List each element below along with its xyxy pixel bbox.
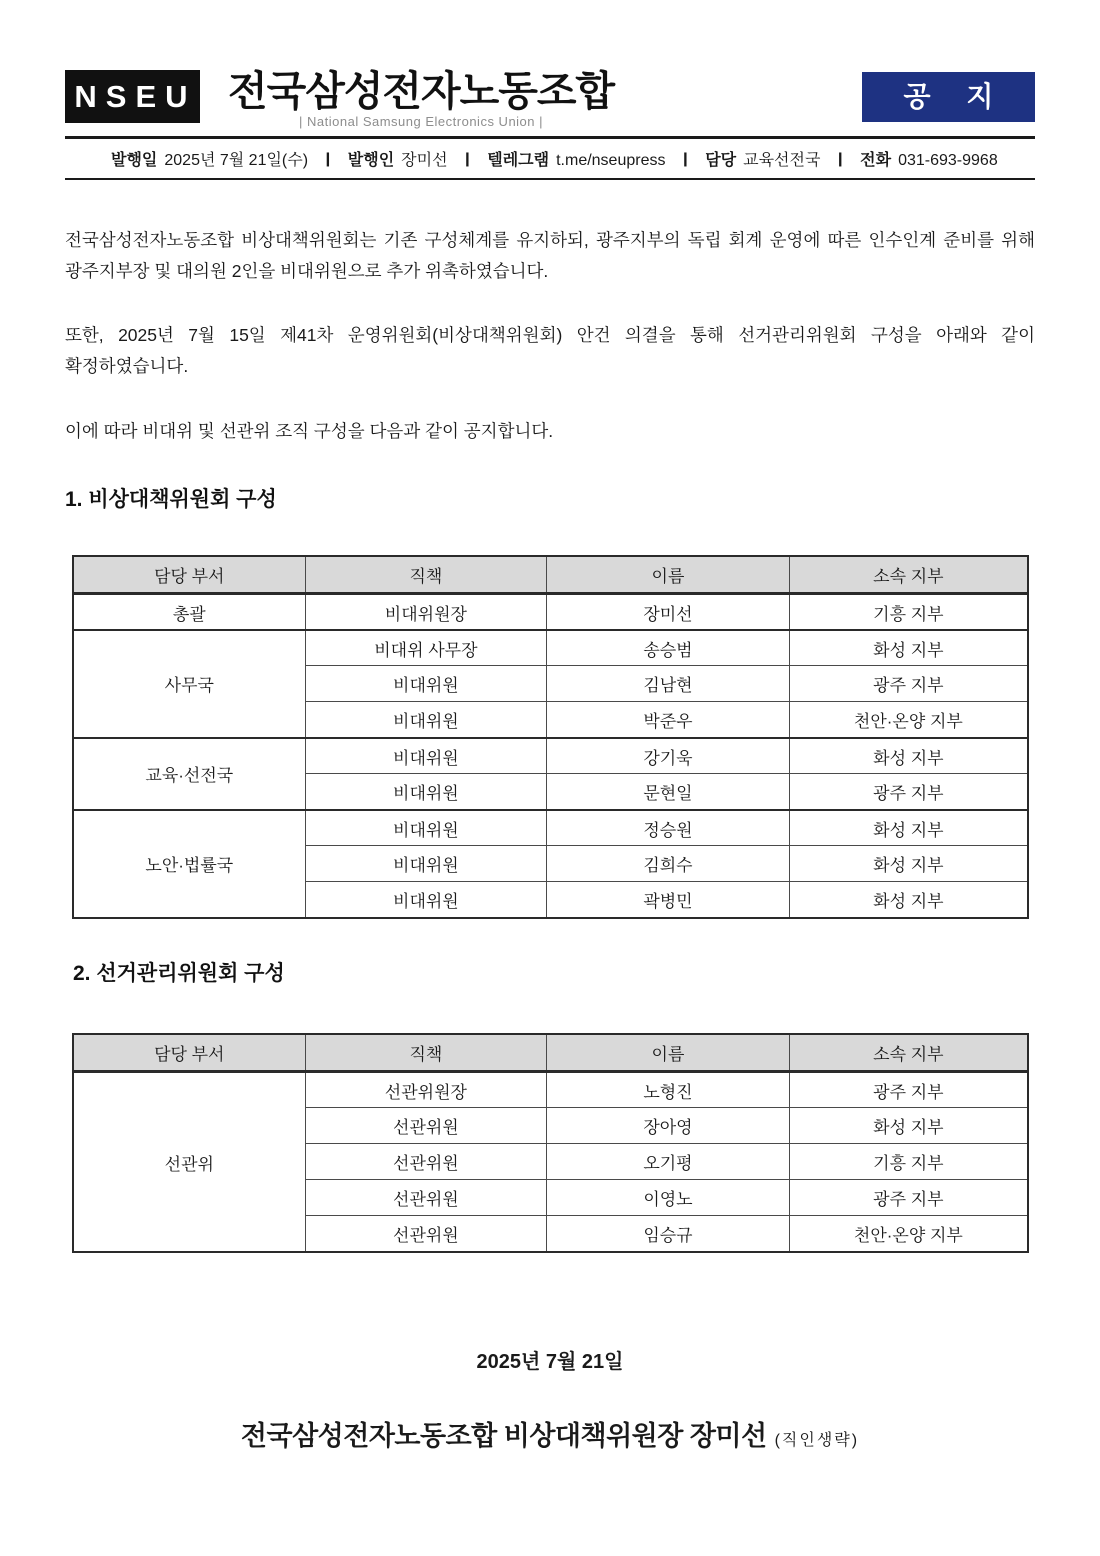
info-separator: ❙: [461, 150, 474, 167]
info-value: 2025년 7월 21일(수): [164, 152, 309, 170]
info-label: 담당: [705, 152, 737, 170]
column-header: 담당 부서: [73, 556, 305, 594]
info-label: 발행일: [111, 152, 158, 170]
role-cell: 비대위원: [305, 738, 547, 774]
department-cell: 총괄: [73, 594, 305, 630]
info-phone: [860, 147, 998, 170]
column-header: 이름: [547, 1034, 790, 1072]
section-1-heading: 1. 비상대책위원회 구성: [65, 487, 277, 511]
column-header: 직책: [305, 556, 547, 594]
name-cell: 송승범: [547, 630, 790, 666]
name-cell: 임승규: [547, 1216, 790, 1252]
table-row: [73, 1072, 1028, 1108]
role-cell: 선관위원장: [305, 1072, 547, 1108]
department-cell: 선관위: [73, 1072, 305, 1252]
name-cell: 문현일: [547, 774, 790, 810]
info-department: [705, 147, 820, 170]
info-label: 발행인: [347, 152, 395, 170]
paragraph-2: 또한, 2025년 7월 15일 제41차 운영위원회(비상대책위원회) 안건 의결을 통해 선거관리위원회 구성을 아래와 같이 확정하였습니다.: [65, 325, 1035, 377]
body-text: [65, 225, 1035, 447]
table-row: [73, 594, 1028, 630]
info-value: 장미선: [401, 152, 448, 170]
role-cell: 선관위원: [305, 1108, 547, 1144]
signature-line: [65, 1414, 1035, 1453]
brand: [65, 70, 614, 129]
info-separator: ❙: [834, 150, 847, 167]
name-cell: 정승원: [547, 810, 790, 846]
publication-info-line: [65, 139, 1035, 178]
info-publish-date: [111, 147, 308, 170]
department-cell: 노안·법률국: [73, 810, 305, 918]
branch-cell: 기흥 지부: [789, 594, 1028, 630]
name-cell: 김남현: [547, 666, 790, 702]
info-publisher: [348, 147, 448, 170]
info-label: 텔레그램: [487, 152, 550, 170]
header-rule-bottom: [65, 178, 1035, 180]
branch-cell: 화성 지부: [789, 810, 1028, 846]
branch-cell: 화성 지부: [789, 846, 1028, 882]
role-cell: 비대위원: [305, 810, 547, 846]
info-value: 교육선전국: [743, 152, 821, 170]
paragraph-3: 이에 따라 비대위 및 선관위 조직 구성을 다음과 같이 공지합니다.: [65, 420, 554, 441]
org-title-block: [228, 70, 614, 129]
table-header-row: [73, 556, 1028, 594]
name-cell: 김희수: [547, 846, 790, 882]
info-value: t.me/nseupress: [556, 152, 666, 170]
branch-cell: 천안·온양 지부: [789, 702, 1028, 738]
branch-cell: 화성 지부: [789, 1108, 1028, 1144]
paragraph-1: 전국삼성전자노동조합 비상대책위원회는 기존 구성체계를 유지하되, 광주지부의 독립 회계 운영에 따른 인수인계 준비를 위해 광주지부장 및 대의원 2인을 비대위원으로 추가 위촉하였습니다.: [65, 230, 1035, 282]
nseu-logo: NSEU: [65, 70, 200, 123]
signature-text: 전국삼성전자노동조합 비상대책위원장 장미선: [240, 1420, 767, 1451]
table-row: [73, 630, 1028, 666]
name-cell: 이영노: [547, 1180, 790, 1216]
table-row: [73, 738, 1028, 774]
org-name-english: | National Samsung Electronics Union |: [299, 114, 544, 130]
department-cell: 교육·선전국: [73, 738, 305, 810]
name-cell: 장미선: [547, 594, 790, 630]
info-telegram: [487, 147, 665, 170]
role-cell: 비대위원: [305, 774, 547, 810]
column-header: 담당 부서: [73, 1034, 305, 1072]
name-cell: 장아영: [547, 1108, 790, 1144]
notice-badge: 공 지: [862, 72, 1035, 122]
role-cell: 선관위원: [305, 1144, 547, 1180]
name-cell: 박준우: [547, 702, 790, 738]
role-cell: 비대위원: [305, 702, 547, 738]
table-row: [73, 810, 1028, 846]
branch-cell: 광주 지부: [789, 1072, 1028, 1108]
info-separator: ❙: [679, 150, 692, 167]
role-cell: 비대위원: [305, 666, 547, 702]
branch-cell: 광주 지부: [789, 666, 1028, 702]
name-cell: 노형진: [547, 1072, 790, 1108]
branch-cell: 화성 지부: [789, 882, 1028, 918]
name-cell: 오기평: [547, 1144, 790, 1180]
name-cell: 곽병민: [547, 882, 790, 918]
role-cell: 비대위원장: [305, 594, 547, 630]
org-name: 전국삼성전자노동조합: [228, 68, 615, 114]
branch-cell: 기흥 지부: [789, 1144, 1028, 1180]
branch-cell: 광주 지부: [789, 1180, 1028, 1216]
role-cell: 비대위원: [305, 882, 547, 918]
info-separator: ❙: [322, 150, 334, 167]
column-header: 이름: [547, 556, 790, 594]
branch-cell: 천안·온양 지부: [789, 1216, 1028, 1252]
election-committee-table: [72, 1033, 1029, 1253]
column-header: 소속 지부: [789, 1034, 1028, 1072]
info-label: 전화: [860, 152, 892, 170]
branch-cell: 화성 지부: [789, 738, 1028, 774]
branch-cell: 화성 지부: [789, 630, 1028, 666]
branch-cell: 광주 지부: [789, 774, 1028, 810]
seal-omitted-note: (직인생략): [774, 1431, 860, 1449]
role-cell: 선관위원: [305, 1216, 547, 1252]
column-header: 직책: [305, 1034, 547, 1072]
document-date: 2025년 7월 21일: [476, 1350, 624, 1373]
emergency-committee-table: [72, 555, 1029, 919]
role-cell: 비대위원: [305, 846, 547, 882]
section-2-heading: 2. 선거관리위원회 구성: [73, 961, 285, 985]
info-value: 031-693-9968: [898, 152, 998, 170]
table-header-row: [73, 1034, 1028, 1072]
column-header: 소속 지부: [789, 556, 1028, 594]
masthead: [65, 70, 1035, 129]
role-cell: 비대위 사무장: [305, 630, 547, 666]
department-cell: 사무국: [73, 630, 305, 738]
role-cell: 선관위원: [305, 1180, 547, 1216]
name-cell: 강기욱: [547, 738, 790, 774]
